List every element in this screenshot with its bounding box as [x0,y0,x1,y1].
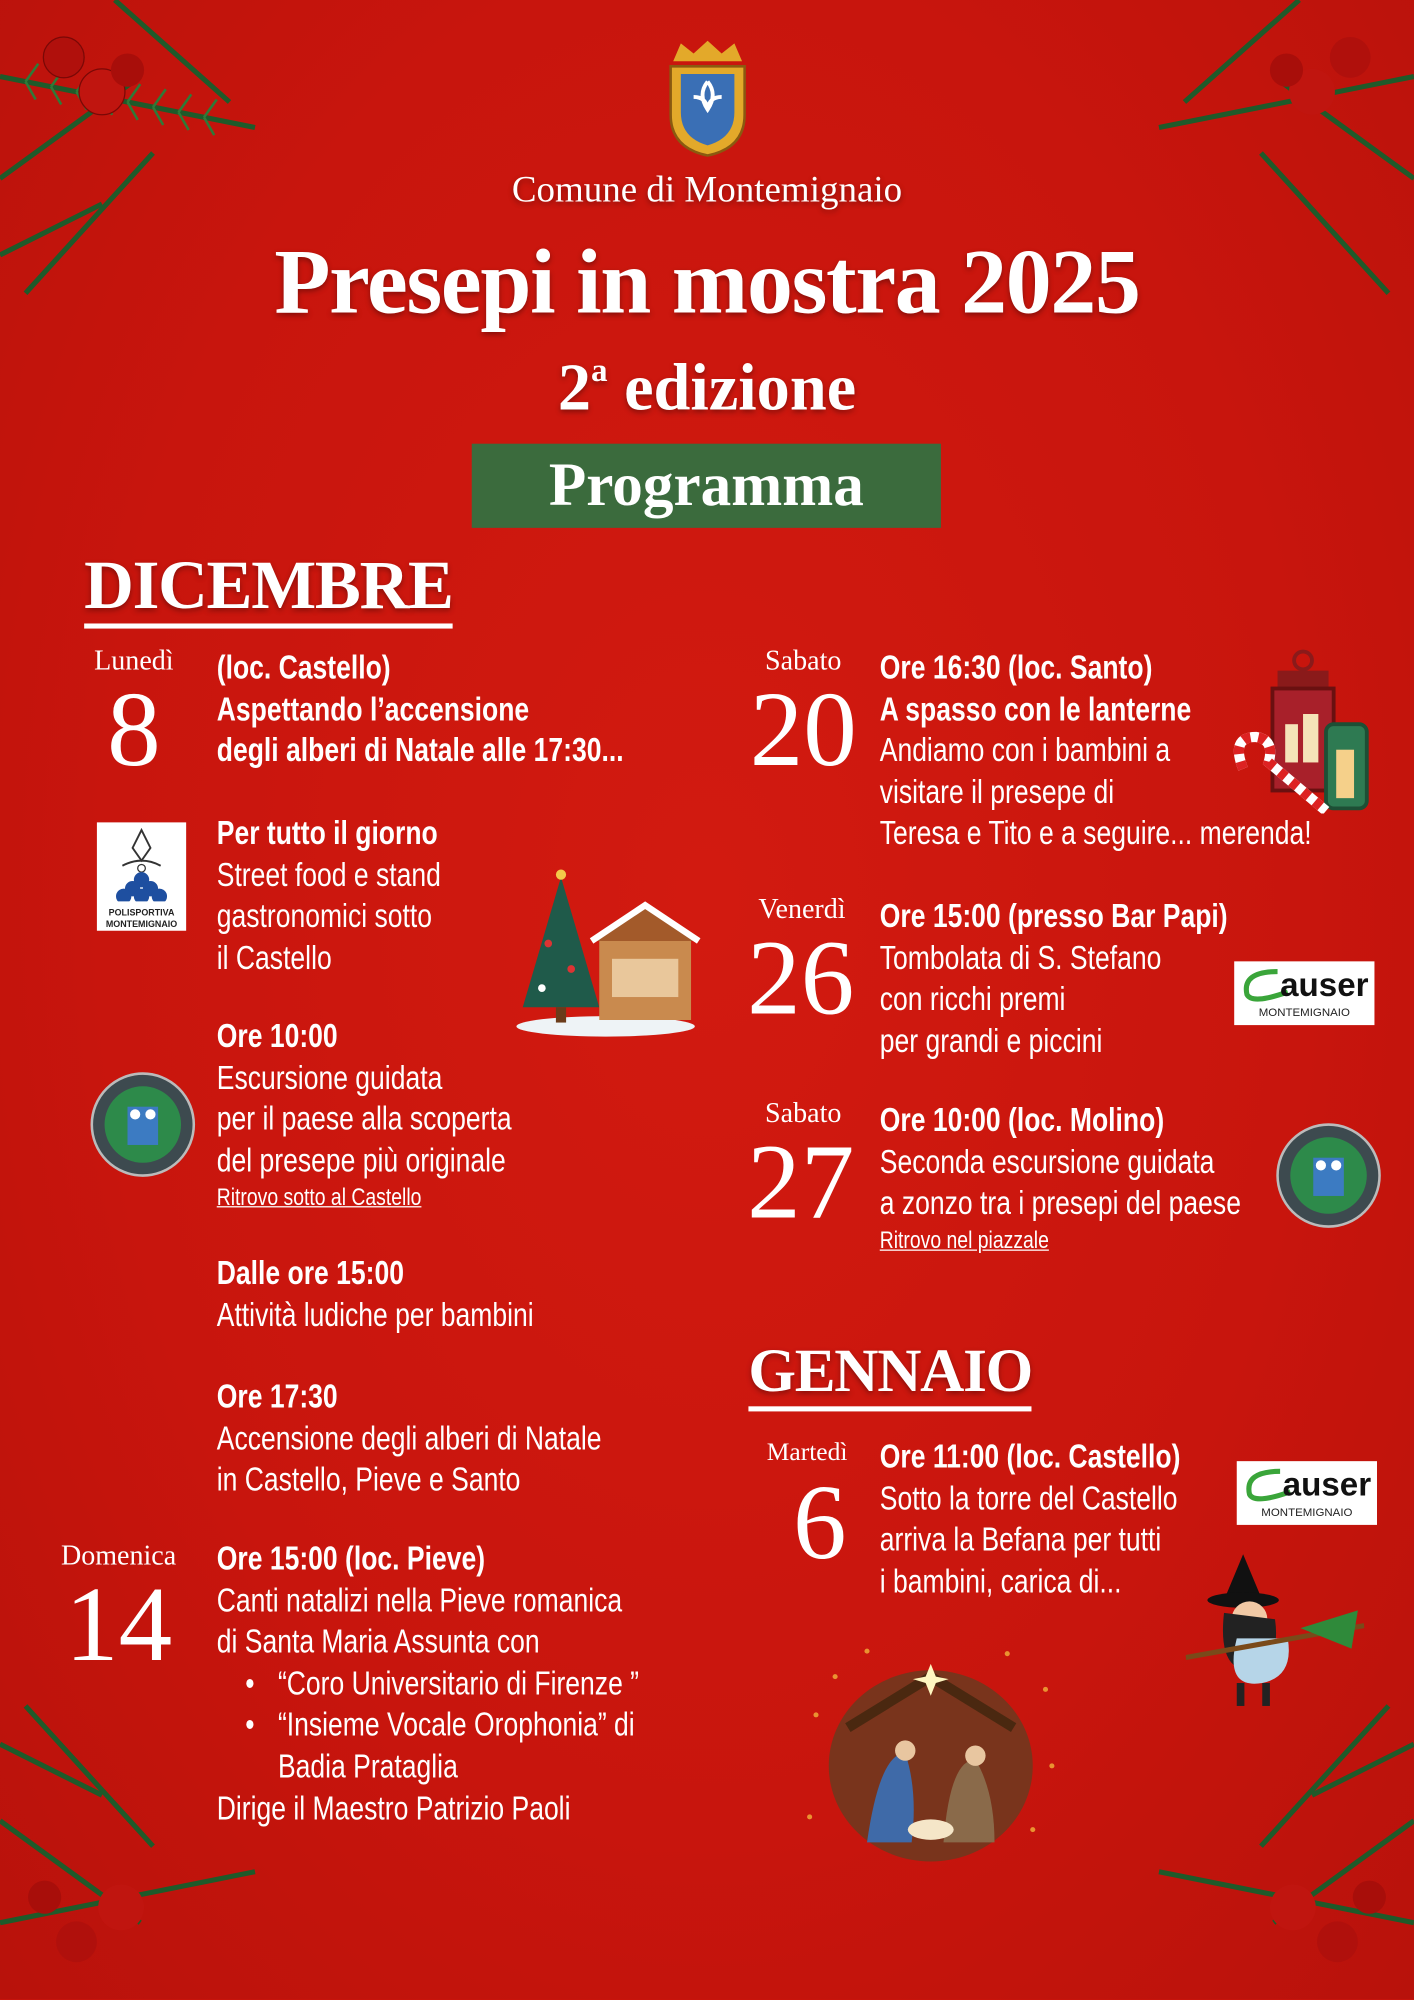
event-line: visitare il presepe di [879,772,1115,811]
logo-line: POLISPORTIVA [108,909,175,918]
day-number: 8 [107,670,161,790]
weekday-label: Lunedì [94,643,174,676]
month-heading-gennaio: GENNAIO [748,1341,1032,1411]
event-line: Tombolata di S. Stefano [879,937,1162,977]
event-accensione [217,1376,602,1501]
weekday-label: Domenica [60,1538,177,1571]
auser-name: auser [1280,965,1369,1004]
edition-number: 2 [557,351,591,425]
event-line: Ore 15:00 (loc. Pieve) [216,1538,486,1578]
event-line: in Castello, Pieve e Santo [216,1460,521,1499]
event-line: Ore 16:30 (loc. Santo) [879,647,1153,686]
weekday-label: Sabato [765,1096,842,1129]
event-attivita [217,1252,534,1335]
event-line: Andiamo con i bambini a [879,730,1171,770]
lantern-candy-cane-icon [1224,648,1377,814]
nativity-icon [791,1638,1072,1880]
event-line: per il paese alla scoperta [216,1099,512,1138]
event-line: i bambini, carica di... [879,1561,1122,1600]
day-number: 20 [749,670,857,790]
meeting-point-note: Ritrovo sotto al Castello [216,1184,422,1212]
event-line: Aspettando l’accensione [216,689,530,728]
event-line: Escursione guidata [216,1057,443,1096]
event-line: arriva la Befana per tutti [879,1520,1162,1559]
christmas-tree-market-icon [510,867,701,1039]
hiking-group-badge-icon [1275,1122,1382,1229]
event-line: Dalle ore 15:00 [216,1253,404,1292]
meeting-point-note: Ritrovo nel piazzale [879,1227,1049,1255]
event-line: per grandi e piccini [879,1020,1103,1060]
event-line: con ricchi premi [879,979,1066,1018]
pine-branch-icon [1108,1668,1414,2000]
event-line: Ore 11:00 (loc. Castello) [879,1436,1181,1476]
event-line: Ore 17:30 [216,1377,338,1416]
bullet-item: • “Insieme Vocale Orophonia” di [217,1704,639,1746]
event-line: Per tutto il giorno [216,813,438,852]
event-line: Teresa e Tito e a seguire... merenda! [879,813,1312,853]
event-castello [217,646,624,771]
event-line: Sotto la torre del Castello [879,1478,1178,1517]
event-canti-natalizi [217,1538,639,1829]
event-line: (loc. Castello) [216,647,391,686]
logo-line: MONTEMIGNAIO [105,920,178,930]
program-banner: Programma [472,444,941,528]
event-line: Street food e stand [216,855,441,894]
page-title: Presepi in mostra 2025 [274,230,1140,333]
event-line: di Santa Maria Assunta con [216,1622,540,1661]
edition-subtitle [0,349,1414,428]
municipality-name: Comune di Montemignaio [511,169,903,211]
auser-name: auser [1282,1464,1372,1504]
event-line: Ore 10:00 [216,1016,338,1055]
bullet-item: • “Coro Universitario di Firenze ” [217,1662,639,1704]
day-number: 27 [747,1123,855,1242]
hiking-group-badge-icon [89,1071,196,1178]
event-line: Seconda escursione guidata [879,1141,1215,1181]
auser-place: MONTEMIGNAIO [1261,1505,1353,1519]
event-line: gastronomici sotto [216,896,432,935]
event-line: degli alberi di Natale alle 17:30... [216,730,624,770]
day-number: 14 [65,1565,173,1685]
polisportiva-emblem-icon [97,822,186,901]
auser-place: MONTEMIGNAIO [1258,1005,1350,1019]
bullet-continuation: Badia Prataglia [277,1746,458,1785]
event-befana [880,1436,1181,1602]
event-line: Accensione degli alberi di Natale [216,1418,602,1457]
event-line: a zonzo tra i presepi del paese [879,1183,1241,1222]
event-seconda-escursione [880,1099,1241,1259]
auser-logo [1237,1461,1377,1525]
edition-word: edizione [607,351,857,425]
event-line: il Castello [216,938,332,977]
event-line: A spasso con le lanterne [879,689,1192,728]
edition-ordinal: a [590,351,608,389]
month-heading-dicembre: DICEMBRE [84,551,453,629]
event-line: Dirige il Maestro Patrizio Paoli [216,1788,571,1827]
town-crest-icon [663,38,752,158]
befana-icon [1186,1549,1365,1715]
event-tombolata [880,895,1228,1061]
event-line: Canti natalizi nella Pieve romanica [216,1580,623,1619]
weekday-label: Martedì [766,1438,848,1467]
weekday-label: Sabato [765,643,842,676]
auser-logo [1234,961,1374,1025]
event-line: Ore 15:00 (presso Bar Papi) [879,896,1228,935]
day-number: 6 [793,1463,847,1583]
event-escursione [217,1015,512,1217]
event-street-food [217,812,441,978]
event-line: del presepe più originale [216,1140,506,1180]
day-number: 26 [747,919,855,1038]
event-line: Attività ludiche per bambini [216,1294,534,1334]
event-line: Ore 10:00 (loc. Molino) [879,1100,1165,1139]
weekday-label: Venerdì [758,892,846,925]
polisportiva-logo-text [97,908,186,931]
polisportiva-logo [97,822,186,930]
